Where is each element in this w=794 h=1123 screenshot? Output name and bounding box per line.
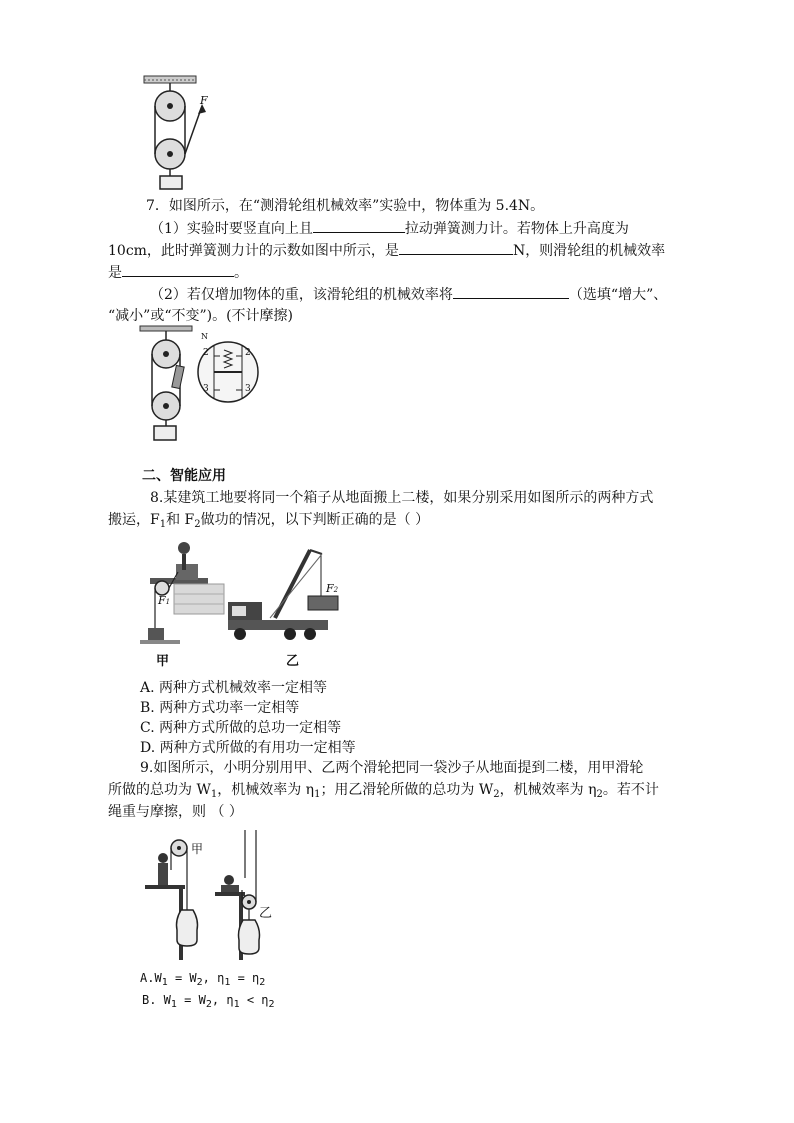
worker-crane-drawing (140, 540, 350, 670)
q8-label-jia: 甲 (156, 654, 170, 669)
q7-blank-force-reading[interactable] (399, 240, 513, 255)
q7-part2-line2: “减小”或“不变”)。(不计摩擦) (108, 308, 294, 324)
q9-stem-line1: 9.如图所示，小明分别用甲、乙两个滑轮把同一袋沙子从地面提到二楼，用甲滑轮 (140, 760, 644, 776)
q9-option-b[interactable]: B. $W_1 = W_2$, $\eta_1 < \eta_2$ (142, 993, 275, 1010)
q7-blank-efficiency[interactable] (122, 262, 234, 277)
q7-part1-line3: 是 。 (108, 262, 248, 283)
figure-pulley-force (140, 76, 220, 192)
force-label: F (200, 94, 208, 107)
scale-unit-label: N (201, 332, 208, 341)
q8-option-b[interactable]: B. 两种方式功率一定相等 (140, 700, 300, 716)
figure-fixed-movable-pulley (145, 830, 285, 960)
q8-stem-line1: 8.某建筑工地要将同一个箱子从地面搬上二楼，如果分别采用如图所示的两种方式 (150, 490, 654, 506)
q9-option-a[interactable]: $A.W_1 = W_2$, $\eta_1 = \eta_2$ (140, 971, 266, 988)
scale-tick-2-left: 2 (203, 348, 209, 358)
q9-stem-line2: 所做的总功为 $W_1$，机械效率为 $\eta_1$；用乙滑轮所做的总功为 $W_2$，机械效率为 $\eta_2$。若不计 (108, 782, 659, 800)
section-heading: 二、智能应用 (142, 468, 226, 484)
q7-part1-line1: （1）实验时要竖直向上且 拉动弹簧测力计。若物体上升高度为 (150, 218, 629, 239)
q7-part2-line1: （2）若仅增加物体的重，该滑轮组的机械效率将 （选填“增大”、 (150, 284, 667, 305)
q7-blank-pull-manner[interactable] (313, 218, 405, 233)
q7-blank-change[interactable] (453, 284, 569, 299)
q8-option-c[interactable]: C. 两种方式所做的总功一定相等 (140, 720, 342, 736)
q8-option-a[interactable]: A. 两种方式机械效率一定相等 (140, 680, 328, 696)
q8-label-yi: 乙 (286, 654, 300, 669)
scale-tick-3-left: 3 (203, 384, 209, 394)
figure-worker-and-crane (140, 540, 350, 670)
q9-label-yi: 乙 (259, 906, 273, 921)
q9-label-jia: 甲 (191, 842, 204, 856)
q8-option-d[interactable]: D. 两种方式所做的有用功一定相等 (140, 740, 356, 756)
q8-f1-label: F1 (158, 594, 171, 607)
scale-tick-2-right: 2 (245, 348, 251, 358)
q7-stem: 7．如图所示，在“测滑轮组机械效率”实验中，物体重为 5.4N。 (146, 198, 545, 214)
q7-part1-line2: 10cm，此时弹簧测力计的示数如图中所示，是 N，则滑轮组的机械效率 (108, 240, 665, 261)
pulley-pair-drawing (145, 830, 285, 960)
q9-stem-line3: 绳重与摩擦，则 （ ） (108, 804, 243, 820)
scale-tick-3-right: 3 (245, 384, 251, 394)
figure-pulley-spring-scale (140, 326, 260, 444)
q8-f2-label: F2 (326, 582, 339, 595)
q8-stem-line2: 搬运，$F_1$和 $F_2$做功的情况，以下判断正确的是（ ） (108, 512, 430, 530)
pulley-scale-drawing (140, 326, 260, 444)
pulley-force-drawing (140, 76, 220, 192)
